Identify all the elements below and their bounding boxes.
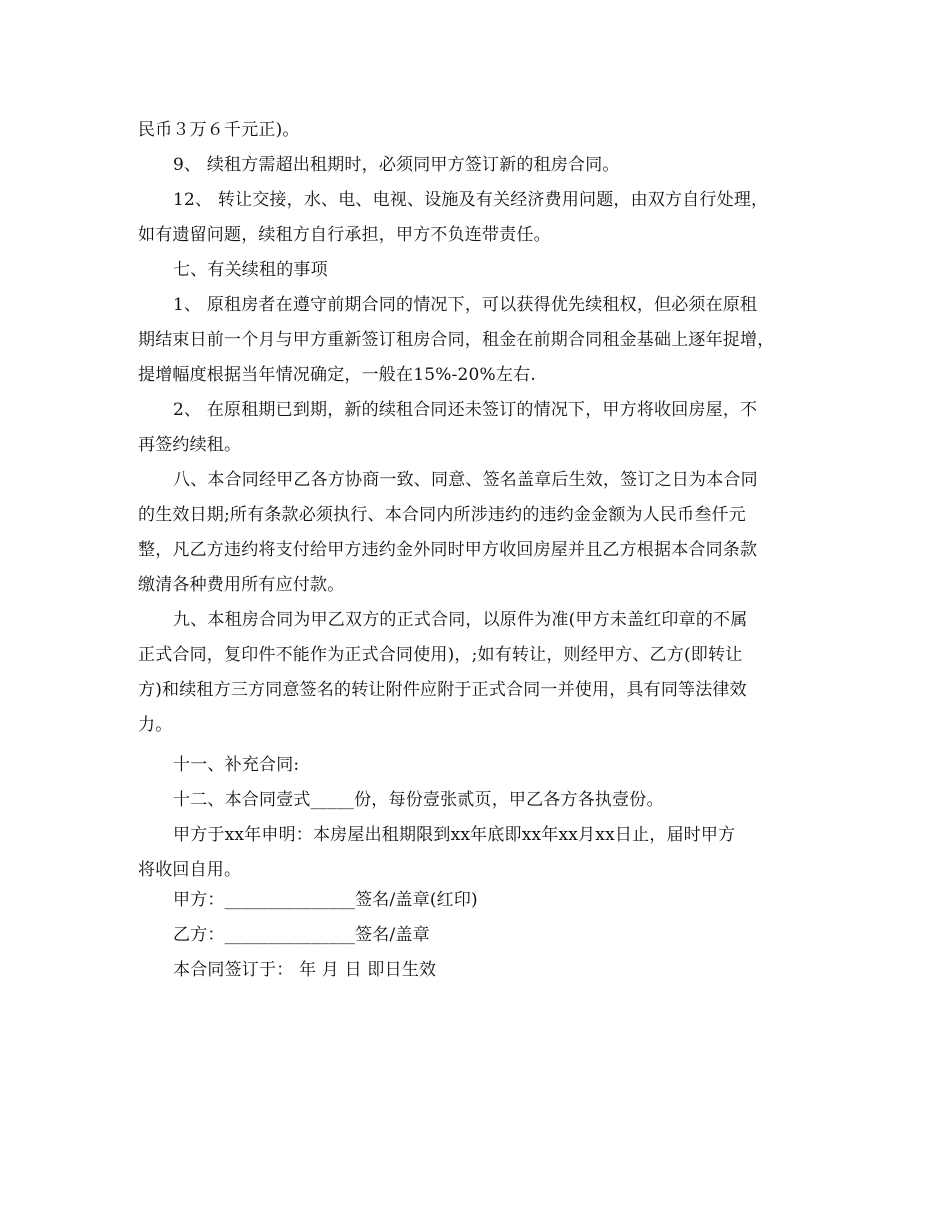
section-heading: 十一、补充合同: bbox=[173, 755, 300, 775]
text-line: 2、 在原租期已到期，新的续租合同还未签订的情况下，甲方将收回房屋，不 bbox=[173, 400, 758, 420]
text-line: 民币３万６千元正)。 bbox=[138, 120, 300, 140]
text-line: 12、 转让交接，水、电、电视、设施及有关经济费用问题，由双方自行处理， bbox=[173, 190, 769, 210]
text-line: 再签约续租。 bbox=[138, 435, 242, 455]
text-line: 九、本租房合同为甲乙双方的正式合同，以原件为准(甲方未盖红印章的不属 bbox=[173, 610, 748, 630]
text-line: 期结束日前一个月与甲方重新签订租房合同，租金在前期合同租金基础上逐年捉增， bbox=[138, 330, 775, 350]
signature-line-party-b: 乙方：_______________签名/盖章 bbox=[173, 925, 430, 945]
text-line: 力。 bbox=[138, 715, 173, 735]
text-line: 正式合同，复印件不能作为正式合同使用)，;如有转让，则经甲方、乙方(即转让 bbox=[138, 645, 743, 665]
text-line: 1、 原租房者在遵守前期合同的情况下，可以获得优先续租权，但必须在原租 bbox=[173, 295, 758, 315]
text-line: 9、 续租方需超出租期时，必须同甲方签订新的租房合同。 bbox=[173, 155, 620, 175]
text-line: 缴清各种费用所有应付款。 bbox=[138, 575, 345, 595]
signing-date-line: 本合同签订于： 年 月 日 即日生效 bbox=[173, 960, 437, 980]
text-line: 将收回自用。 bbox=[138, 860, 242, 880]
text-line: 的生效日期;所有条款必须执行、本合同内所涉违约的违约金金额为人民币叁仟元 bbox=[138, 505, 746, 525]
text-line: 甲方于xx年申明：本房屋出租期限到xx年底即xx年xx月xx日止，届时甲方 bbox=[173, 825, 736, 845]
signature-line-party-a: 甲方：_______________签名/盖章(红印) bbox=[173, 890, 478, 910]
text-line: 八、本合同经甲乙各方协商一致、同意、签名盖章后生效，签订之日为本合同 bbox=[173, 470, 758, 490]
text-line: 如有遗留问题，续租方自行承担，甲方不负连带责任。 bbox=[138, 225, 551, 245]
text-line: 方)和续租方三方同意签名的转让附件应附于正式合同一并使用，具有同等法律效 bbox=[138, 680, 747, 700]
text-line: 整，凡乙方违约将支付给甲方违约金外同时甲方收回房屋并且乙方根据本合同条款 bbox=[138, 540, 758, 560]
text-line: 提增幅度根据当年情况确定，一般在15%-20%左右. bbox=[138, 365, 536, 385]
text-line: 十二、本合同壹式_____份，每份壹张贰页，甲乙各方各执壹份。 bbox=[173, 790, 664, 810]
section-heading: 七、有关续租的事项 bbox=[173, 260, 328, 280]
